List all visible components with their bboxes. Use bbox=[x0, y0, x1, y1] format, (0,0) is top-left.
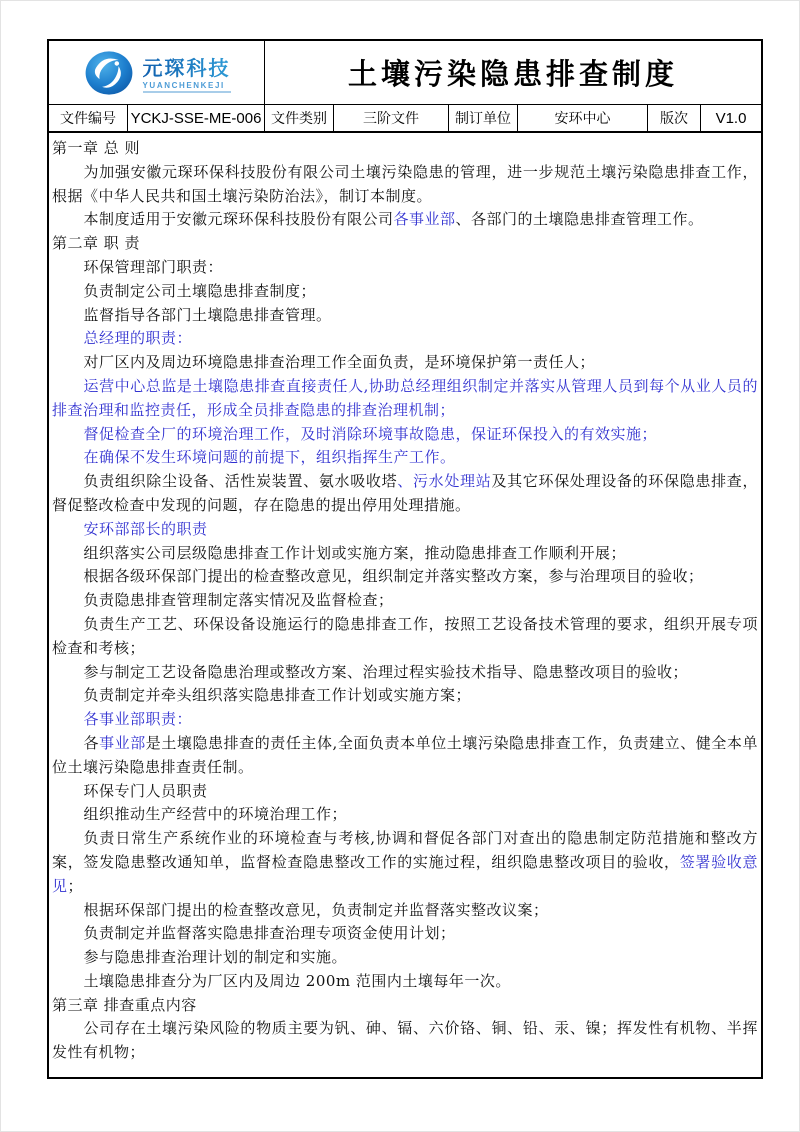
text-run: 根据各级环保部门提出的检查整改意见，组织制定并落实整改方案，参与治理项目的验收； bbox=[83, 567, 704, 586]
document-info-row bbox=[49, 105, 761, 133]
document-paragraph bbox=[52, 684, 758, 708]
document-paragraph bbox=[52, 423, 758, 447]
document-paragraph bbox=[52, 351, 758, 375]
text-run: 土壤隐患排查分为厂区内及周边 200m 范围内土壤每年一次。 bbox=[83, 971, 511, 990]
document-paragraph bbox=[52, 970, 758, 994]
document-paragraph bbox=[52, 327, 758, 351]
document-body bbox=[49, 133, 761, 1077]
document-paragraph bbox=[52, 542, 758, 566]
highlighted-text-run: 总经理的职责： bbox=[83, 329, 193, 348]
text-run: ； bbox=[67, 876, 84, 895]
document-paragraph bbox=[52, 899, 758, 923]
info-label-issuing-unit: 制订单位 bbox=[448, 105, 517, 131]
info-label-version: 版次 bbox=[647, 105, 700, 131]
document-paragraph bbox=[52, 565, 758, 589]
info-value-file-category: 三阶文件 bbox=[333, 105, 448, 131]
text-run: 公司存在土壤污染风险的物质主要为钒、砷、镉、六价铬、铜、铅、汞、镍；挥发性有机物、半挥发性有机物； bbox=[52, 1019, 758, 1062]
info-label-file-category: 文件类别 bbox=[264, 105, 333, 131]
document-paragraph bbox=[52, 732, 758, 780]
document-paragraph bbox=[52, 375, 758, 423]
highlighted-text-run: 事业部 bbox=[99, 733, 146, 752]
document-paragraph bbox=[52, 613, 758, 661]
text-run: 负责日常生产系统作业的环境检查与考核,协调和督促各部门对查出的隐患制定防范措施和整改方案，签发隐患整改通知单，监督检查隐患整改工作的实施过程，组织隐患整改项目的验收， bbox=[52, 829, 758, 871]
document-paragraph bbox=[52, 256, 758, 280]
highlighted-text-run: 各事业部 bbox=[393, 210, 456, 229]
text-run: 参与隐患排查治理计划的制定和实施。 bbox=[83, 948, 348, 967]
document-paragraph bbox=[52, 470, 758, 518]
text-run: 第一章 总 则 bbox=[52, 139, 141, 157]
text-run: 环保管理部门职责： bbox=[83, 257, 224, 276]
text-run: 及其它环保处理设备的环保隐患排查，督促整改检查中发现的问题，存在隐患的提出停用处理措施。 bbox=[52, 472, 758, 514]
text-run: 、各部门的土壤隐患排查管理工作。 bbox=[455, 210, 704, 229]
company-logo-text bbox=[143, 52, 231, 93]
text-run: 环保专门人员职责 bbox=[83, 781, 208, 800]
document-title: 土壤污染隐患排查制度 bbox=[347, 57, 678, 91]
highlighted-text-run: 各事业部职责： bbox=[83, 710, 193, 729]
document-paragraph bbox=[52, 827, 758, 898]
document-paragraph bbox=[52, 518, 758, 542]
highlighted-text-run: 运营中心总监是土壤隐患排查直接责任人,协助总经理组织制定并落实从管理人员到每个从业人员的排查治理和监控责任，形成全员排查隐患的排查治理机制； bbox=[52, 376, 758, 419]
text-run: 是土壤隐患排查的责任主体,全面负责本单位土壤污染隐患排查工作，负责建立、健全本单位土壤污染隐患排查责任制。 bbox=[52, 733, 758, 776]
chapter-heading bbox=[52, 137, 758, 161]
document-paragraph bbox=[52, 780, 758, 804]
document-paragraph bbox=[52, 661, 758, 685]
document-paragraph bbox=[52, 946, 758, 970]
company-logo bbox=[49, 41, 265, 104]
text-run: 组织落实公司层级隐患排查工作计划或实施方案，推动隐患排查工作顺利开展； bbox=[83, 543, 627, 562]
document-paragraph bbox=[52, 208, 758, 232]
text-run: 对厂区内及周边环境隐患排查治理工作全面负责，是环境保护第一责任人； bbox=[83, 353, 596, 372]
document-paragraph bbox=[52, 304, 758, 328]
document-paragraph bbox=[52, 589, 758, 613]
chapter-heading bbox=[52, 994, 758, 1018]
text-run: 组织推动生产经营中的环境治理工作； bbox=[83, 805, 348, 824]
company-logo-icon bbox=[83, 47, 135, 99]
text-run: 负责制定并牵头组织落实隐患排查工作计划或实施方案； bbox=[83, 686, 472, 705]
highlighted-text-run: 在确保不发生环境问题的前提下，组织指挥生产工作。 bbox=[83, 448, 456, 467]
document-paragraph bbox=[52, 161, 758, 209]
text-run: 各 bbox=[83, 733, 100, 752]
info-label-file-number: 文件编号 bbox=[60, 111, 116, 127]
info-value-file-number: YCKJ-SSE-ME-006 bbox=[127, 105, 264, 131]
document-header bbox=[49, 41, 761, 105]
text-run: 负责制定并监督落实隐患排查治理专项资金使用计划； bbox=[83, 924, 456, 943]
text-run: 根据环保部门提出的检查整改意见，负责制定并监督落实整改议案； bbox=[83, 900, 549, 919]
company-name-en: YUANCHENKEJI bbox=[143, 81, 231, 93]
highlighted-text-run: 安环部部长的职责 bbox=[83, 519, 208, 538]
text-run: 监督指导各部门土壤隐患排查管理。 bbox=[83, 305, 332, 324]
chapter-heading bbox=[52, 232, 758, 256]
document-paragraph bbox=[52, 708, 758, 732]
document-paragraph bbox=[52, 446, 758, 470]
highlighted-text-run: 、污水处理站 bbox=[397, 472, 492, 491]
info-value-issuing-unit: 安环中心 bbox=[517, 105, 647, 131]
info-value-version: V1.0 bbox=[700, 105, 761, 131]
highlighted-text-run: 督促检查全厂的环境治理工作，及时消除环境事故隐患，保证环保投入的有效实施； bbox=[83, 424, 658, 443]
document-paragraph bbox=[52, 922, 758, 946]
text-run: 第二章 职 责 bbox=[52, 234, 141, 253]
text-run: 负责制定公司土壤隐患排查制度； bbox=[83, 281, 317, 300]
text-run: 负责生产工艺、环保设备设施运行的隐患排查工作，按照工艺设备技术管理的要求，组织开展专项检查和考核； bbox=[52, 614, 758, 657]
text-run: 本制度适用于安徽元琛环保科技股份有限公司 bbox=[83, 210, 394, 229]
text-run: 负责组织除尘设备、活性炭装置、氨水吸收塔 bbox=[83, 472, 398, 491]
document-frame bbox=[47, 39, 763, 1079]
text-run: 为加强安徽元琛环保科技股份有限公司土壤污染隐患的管理，进一步规范土壤污染隐患排查工作，根据《中华人民共和国土壤污染防治法》，制订本制度。 bbox=[52, 162, 758, 205]
document-paragraph bbox=[52, 1017, 758, 1065]
title-cell bbox=[265, 41, 761, 104]
highlighted-text-run: 签署验收意见 bbox=[52, 852, 758, 895]
text-run: 第三章 排查重点内容 bbox=[52, 995, 197, 1014]
company-name: 元琛科技 bbox=[143, 52, 231, 81]
text-run: 负责隐患排查管理制定落实情况及监督检查； bbox=[83, 591, 394, 610]
text-run: 参与制定工艺设备隐患治理或整改方案、治理过程实验技术指导、隐患整改项目的验收； bbox=[83, 662, 689, 681]
document-paragraph bbox=[52, 280, 758, 304]
document-paragraph bbox=[52, 803, 758, 827]
